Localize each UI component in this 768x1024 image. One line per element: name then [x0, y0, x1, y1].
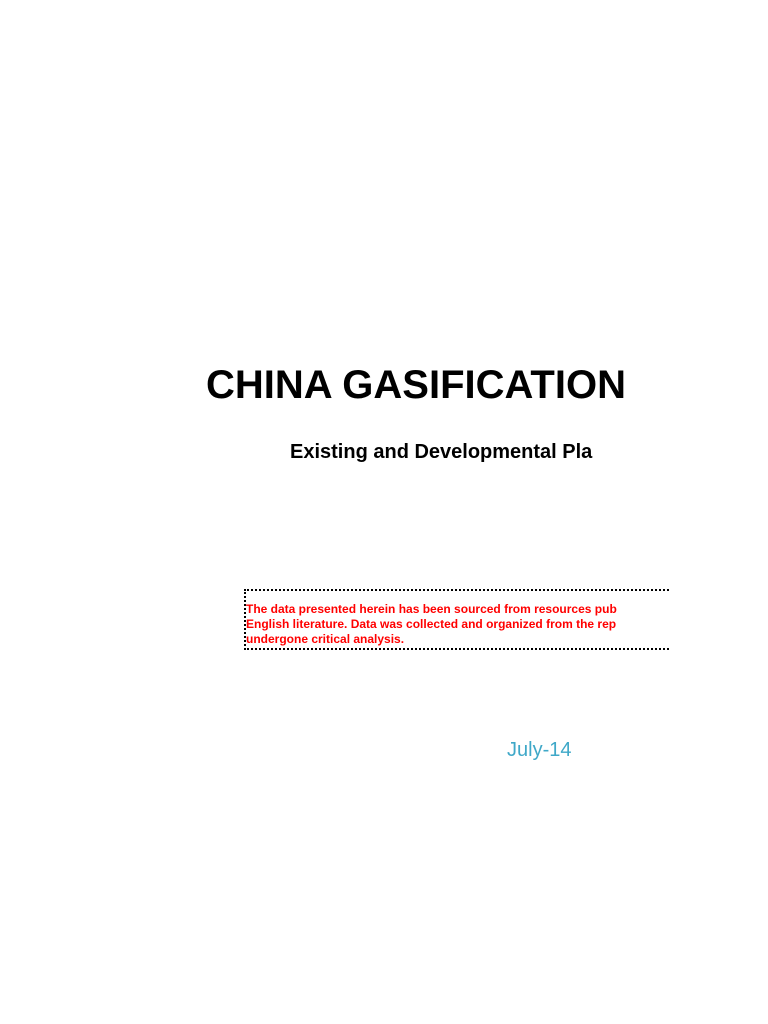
document-date: July-14 — [507, 739, 572, 761]
document-title: CHINA GASIFICATION — [206, 363, 626, 407]
document-subtitle: Existing and Developmental Pla — [290, 441, 593, 463]
disclaimer-line-2: English literature. Data was collected and organized from the rep — [246, 617, 617, 631]
disclaimer-text — [246, 602, 669, 647]
disclaimer-line-1: The data presented herein has been sourced from resources pub — [246, 602, 617, 616]
disclaimer-line-3: undergone critical analysis. — [246, 632, 405, 646]
